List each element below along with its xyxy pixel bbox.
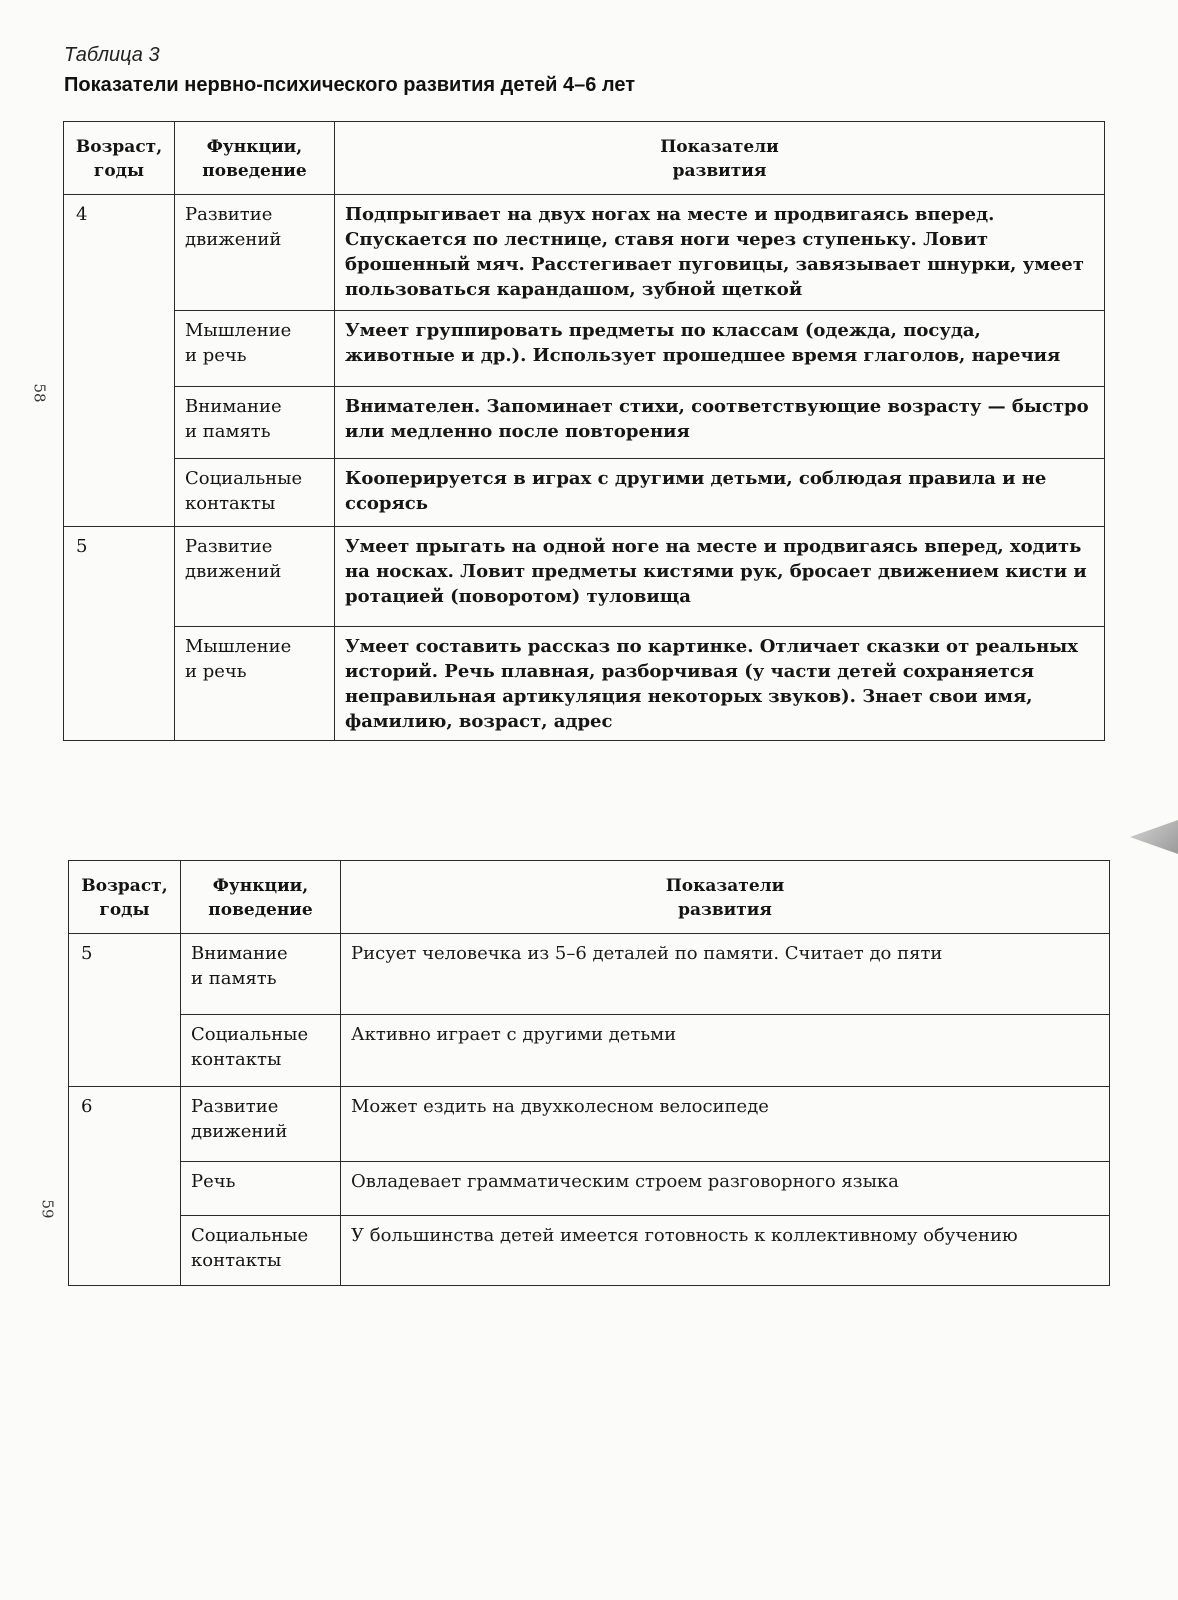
function-cell: Речь [181,1162,341,1216]
function-cell: Мышление и речь [175,627,335,741]
table-row [64,527,1105,627]
indicator-cell: Внимателен. Запоминает стихи, соответствующие возрасту — быстро или медленно после повторения [335,387,1105,459]
age-cell: 5 [69,934,181,1087]
function-cell: Развитие движений [175,527,335,627]
header-age: Возраст, годы [64,122,175,195]
table-row [64,311,1105,387]
page-fold-shadow [1130,820,1178,854]
table-row [64,459,1105,527]
indicator-cell: Может ездить на двухколесном велосипеде [341,1087,1110,1162]
table-row [69,1015,1110,1087]
function-cell: Социальные контакты [175,459,335,527]
function-cell: Социальные контакты [181,1216,341,1286]
indicator-cell: Рисует человечка из 5–6 деталей по памяти. Считает до пяти [341,934,1110,1015]
header-age: Возраст, годы [69,861,181,934]
age-cell: 5 [64,527,175,741]
indicator-cell: Овладевает грамматическим строем разговорного языка [341,1162,1110,1216]
header-function: Функции, поведение [175,122,335,195]
table-row [64,387,1105,459]
age-cell: 4 [64,195,175,527]
table-row [69,1087,1110,1162]
table-caption: Таблица 3 [64,44,160,66]
header-function: Функции, поведение [181,861,341,934]
function-cell: Развитие движений [175,195,335,311]
indicator-cell: Умеет прыгать на одной ноге на месте и продвигаясь вперед, ходить на носках. Ловит предметы кистями рук, бросает движением кисти и ротацией (поворотом) туловища [335,527,1105,627]
table-title: Показатели нервно-психического развития детей 4–6 лет [64,74,636,96]
function-cell: Внимание и память [181,934,341,1015]
function-cell: Развитие движений [181,1087,341,1162]
table-header-row [69,861,1110,934]
table-header-row [64,122,1105,195]
indicator-cell: Умеет составить рассказ по картинке. Отличает сказки от реальных историй. Речь плавная, разборчивая (у части детей сохраняется неправильная артикуляция некоторых звуков). Знает свои имя, фамилию, возраст, адрес [335,627,1105,741]
table-row [64,627,1105,741]
table-row [69,1162,1110,1216]
table-row [69,1216,1110,1286]
development-table-part-2 [68,860,1110,1286]
indicator-cell: У большинства детей имеется готовность к коллективному обучению [341,1216,1110,1286]
function-cell: Социальные контакты [181,1015,341,1087]
function-cell: Мышление и речь [175,311,335,387]
table-row [64,195,1105,311]
header-indicators: Показатели развития [341,861,1110,934]
indicator-cell: Умеет группировать предметы по классам (одежда, посуда, животные и др.). Использует прошедшее время глаголов, наречия [335,311,1105,387]
page-number-left: 58 [30,383,49,403]
age-cell: 6 [69,1087,181,1286]
development-table-part-1 [63,121,1105,741]
header-indicators: Показатели развития [335,122,1105,195]
page-number-right: 59 [38,1199,57,1219]
table-row [69,934,1110,1015]
function-cell: Внимание и память [175,387,335,459]
indicator-cell: Кооперируется в играх с другими детьми, соблюдая правила и не ссорясь [335,459,1105,527]
indicator-cell: Активно играет с другими детьми [341,1015,1110,1087]
indicator-cell: Подпрыгивает на двух ногах на месте и продвигаясь вперед. Спускается по лестнице, ставя ноги через ступеньку. Ловит брошенный мяч. Расстегивает пуговицы, завязывает шнурки, умеет пользоваться карандашом, зубной щеткой [335,195,1105,311]
